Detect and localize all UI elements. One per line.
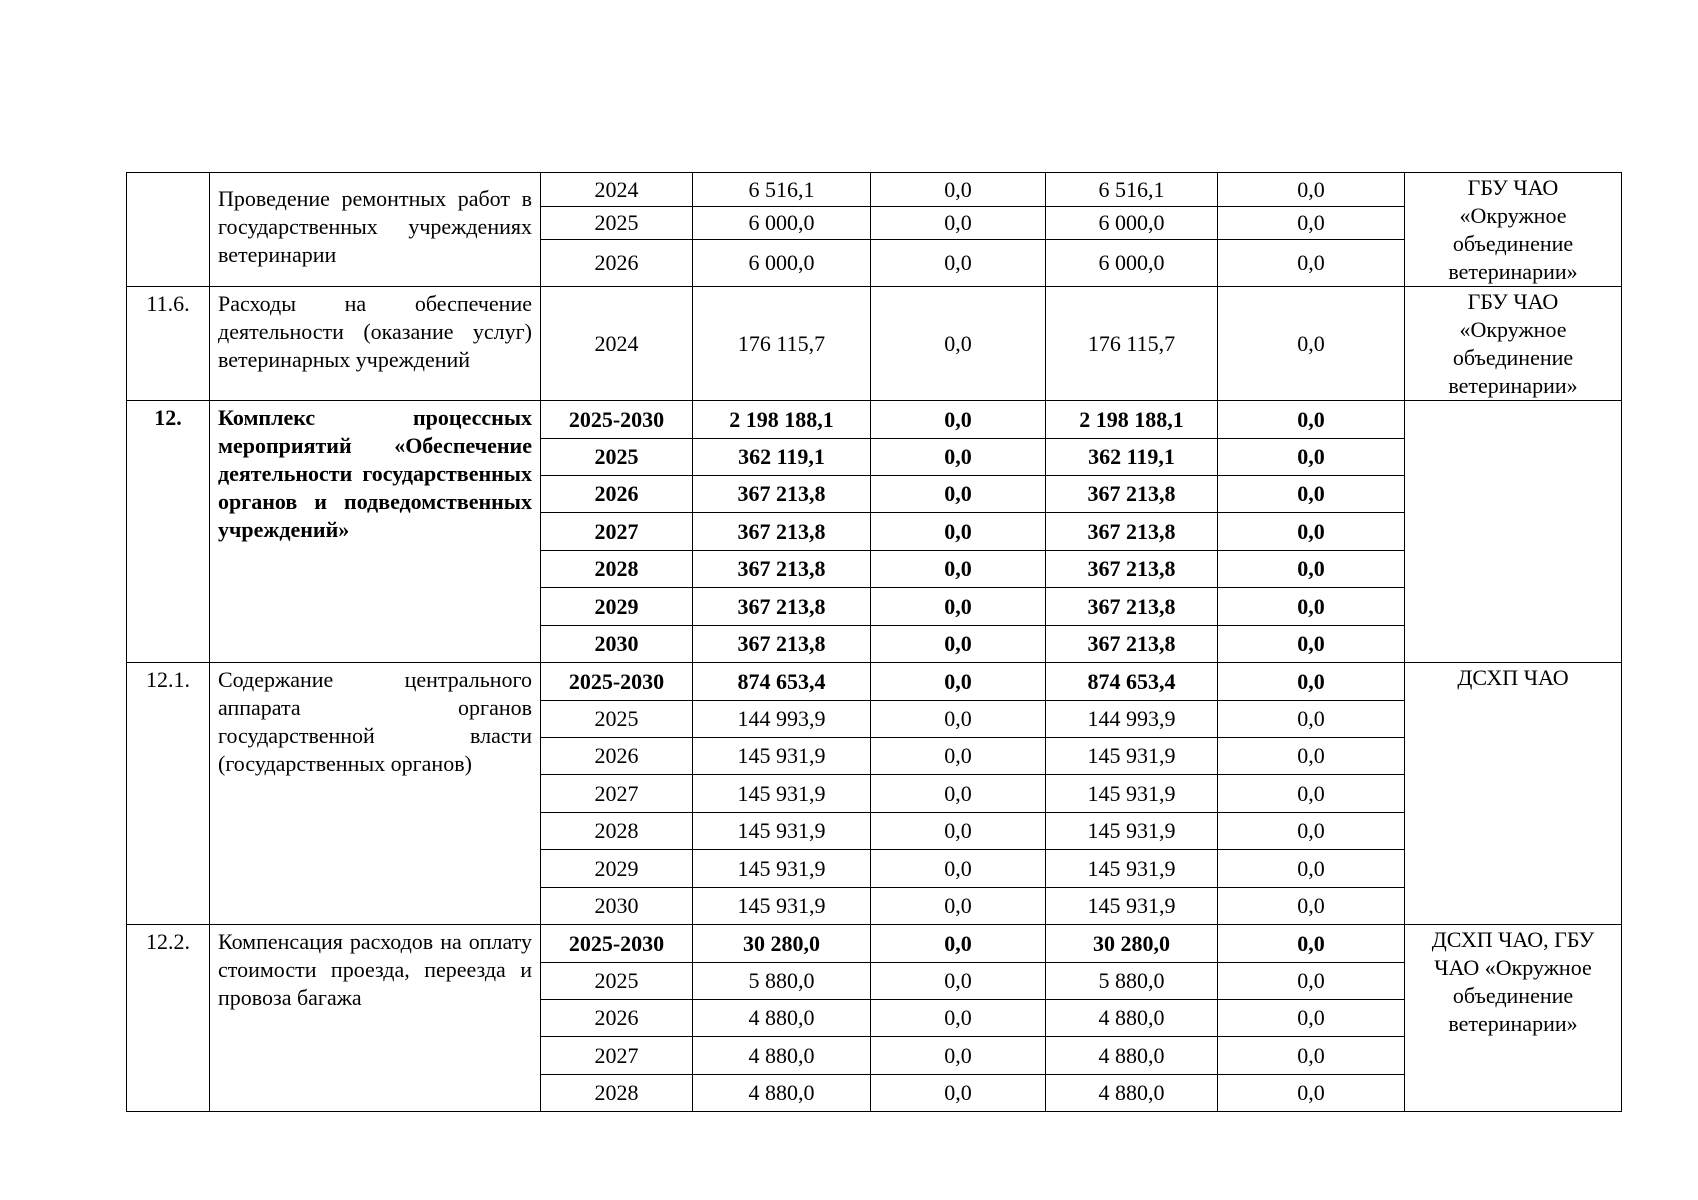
- federal-cell: 0,0: [871, 476, 1046, 513]
- year-cell: 2028: [541, 551, 693, 588]
- regional-cell: 145 931,9: [1046, 813, 1218, 850]
- year-cell: 2028: [541, 1075, 693, 1112]
- other-cell: 0,0: [1218, 925, 1405, 963]
- year-cell: 2025-2030: [541, 663, 693, 701]
- year-cell: 2030: [541, 626, 693, 663]
- federal-cell: 0,0: [871, 1037, 1046, 1075]
- total-cell: 5 880,0: [693, 963, 871, 1000]
- responsible-executor: ГБУ ЧАО «Окружное объединение ветеринарии»: [1405, 173, 1622, 287]
- year-cell: 2025: [541, 439, 693, 476]
- year-cell: 2024: [541, 287, 693, 401]
- regional-cell: 367 213,8: [1046, 476, 1218, 513]
- total-cell: 144 993,9: [693, 701, 871, 738]
- other-cell: 0,0: [1218, 1037, 1405, 1075]
- year-cell: 2029: [541, 588, 693, 626]
- total-cell: 367 213,8: [693, 551, 871, 588]
- regional-cell: 4 880,0: [1046, 1000, 1218, 1037]
- regional-cell: 6 000,0: [1046, 239, 1218, 286]
- other-cell: 0,0: [1218, 239, 1405, 286]
- item-number: [127, 173, 210, 287]
- regional-cell: 2 198 188,1: [1046, 401, 1218, 439]
- regional-cell: 5 880,0: [1046, 963, 1218, 1000]
- federal-cell: 0,0: [871, 701, 1046, 738]
- year-cell: 2025: [541, 207, 693, 239]
- total-cell: 4 880,0: [693, 1075, 871, 1112]
- item-number: 11.6.: [127, 287, 210, 401]
- other-cell: 0,0: [1218, 207, 1405, 239]
- regional-cell: 367 213,8: [1046, 588, 1218, 626]
- regional-cell: 176 115,7: [1046, 287, 1218, 401]
- other-cell: 0,0: [1218, 701, 1405, 738]
- federal-cell: 0,0: [871, 663, 1046, 701]
- responsible-executor: [1405, 401, 1622, 663]
- total-cell: 367 213,8: [693, 513, 871, 551]
- item-number: 12.: [127, 401, 210, 663]
- table-row: [127, 663, 1622, 701]
- total-cell: 6 000,0: [693, 239, 871, 286]
- year-cell: 2025-2030: [541, 401, 693, 439]
- other-cell: 0,0: [1218, 1000, 1405, 1037]
- other-cell: 0,0: [1218, 476, 1405, 513]
- item-number: 12.1.: [127, 663, 210, 925]
- federal-cell: 0,0: [871, 287, 1046, 401]
- regional-cell: 6 516,1: [1046, 173, 1218, 207]
- responsible-executor: ГБУ ЧАО «Окружное объединение ветеринарии»: [1405, 287, 1622, 401]
- total-cell: 145 931,9: [693, 738, 871, 775]
- item-number: 12.2.: [127, 925, 210, 1112]
- federal-cell: 0,0: [871, 239, 1046, 286]
- regional-cell: 4 880,0: [1046, 1075, 1218, 1112]
- regional-cell: 367 213,8: [1046, 513, 1218, 551]
- regional-cell: 6 000,0: [1046, 207, 1218, 239]
- regional-cell: 145 931,9: [1046, 850, 1218, 888]
- other-cell: 0,0: [1218, 738, 1405, 775]
- regional-cell: 4 880,0: [1046, 1037, 1218, 1075]
- other-cell: 0,0: [1218, 588, 1405, 626]
- total-cell: 145 931,9: [693, 813, 871, 850]
- other-cell: 0,0: [1218, 626, 1405, 663]
- year-cell: 2029: [541, 850, 693, 888]
- item-name: Расходы на обеспечение деятельности (оказание услуг) ветеринарных учреждений: [210, 287, 541, 401]
- total-cell: 6 000,0: [693, 207, 871, 239]
- federal-cell: 0,0: [871, 173, 1046, 207]
- federal-cell: 0,0: [871, 1000, 1046, 1037]
- year-cell: 2025: [541, 701, 693, 738]
- regional-cell: 30 280,0: [1046, 925, 1218, 963]
- other-cell: 0,0: [1218, 439, 1405, 476]
- other-cell: 0,0: [1218, 1075, 1405, 1112]
- other-cell: 0,0: [1218, 888, 1405, 925]
- total-cell: 145 931,9: [693, 775, 871, 813]
- other-cell: 0,0: [1218, 663, 1405, 701]
- other-cell: 0,0: [1218, 551, 1405, 588]
- other-cell: 0,0: [1218, 173, 1405, 207]
- federal-cell: 0,0: [871, 925, 1046, 963]
- regional-cell: 362 119,1: [1046, 439, 1218, 476]
- year-cell: 2030: [541, 888, 693, 925]
- other-cell: 0,0: [1218, 401, 1405, 439]
- item-name: Содержание центрального аппарата органов государственной власти (государственных органов): [210, 663, 541, 925]
- regional-cell: 367 213,8: [1046, 551, 1218, 588]
- year-cell: 2027: [541, 513, 693, 551]
- regional-cell: 145 931,9: [1046, 888, 1218, 925]
- table-row: [127, 925, 1622, 963]
- table-row: [127, 287, 1622, 401]
- year-cell: 2024: [541, 173, 693, 207]
- budget-table: [126, 172, 1622, 1112]
- federal-cell: 0,0: [871, 439, 1046, 476]
- total-cell: 4 880,0: [693, 1037, 871, 1075]
- total-cell: 30 280,0: [693, 925, 871, 963]
- total-cell: 367 213,8: [693, 476, 871, 513]
- regional-cell: 144 993,9: [1046, 701, 1218, 738]
- regional-cell: 145 931,9: [1046, 738, 1218, 775]
- responsible-executor: ДСХП ЧАО, ГБУ ЧАО «Окружное объединение ветеринарии»: [1405, 925, 1622, 1112]
- year-cell: 2025-2030: [541, 925, 693, 963]
- table-row: [127, 401, 1622, 439]
- year-cell: 2028: [541, 813, 693, 850]
- other-cell: 0,0: [1218, 775, 1405, 813]
- total-cell: 145 931,9: [693, 850, 871, 888]
- total-cell: 874 653,4: [693, 663, 871, 701]
- federal-cell: 0,0: [871, 888, 1046, 925]
- total-cell: 362 119,1: [693, 439, 871, 476]
- other-cell: 0,0: [1218, 287, 1405, 401]
- federal-cell: 0,0: [871, 588, 1046, 626]
- total-cell: 367 213,8: [693, 626, 871, 663]
- responsible-executor: ДСХП ЧАО: [1405, 663, 1622, 925]
- federal-cell: 0,0: [871, 513, 1046, 551]
- item-name: Компенсация расходов на оплату стоимости проезда, переезда и провоза багажа: [210, 925, 541, 1112]
- year-cell: 2027: [541, 1037, 693, 1075]
- regional-cell: 145 931,9: [1046, 775, 1218, 813]
- federal-cell: 0,0: [871, 1075, 1046, 1112]
- federal-cell: 0,0: [871, 963, 1046, 1000]
- year-cell: 2027: [541, 775, 693, 813]
- federal-cell: 0,0: [871, 813, 1046, 850]
- year-cell: 2026: [541, 476, 693, 513]
- year-cell: 2026: [541, 738, 693, 775]
- federal-cell: 0,0: [871, 551, 1046, 588]
- federal-cell: 0,0: [871, 738, 1046, 775]
- total-cell: 2 198 188,1: [693, 401, 871, 439]
- other-cell: 0,0: [1218, 813, 1405, 850]
- federal-cell: 0,0: [871, 775, 1046, 813]
- total-cell: 145 931,9: [693, 888, 871, 925]
- table-row: [127, 173, 1622, 207]
- federal-cell: 0,0: [871, 850, 1046, 888]
- other-cell: 0,0: [1218, 963, 1405, 1000]
- year-cell: 2026: [541, 1000, 693, 1037]
- year-cell: 2026: [541, 239, 693, 286]
- regional-cell: 367 213,8: [1046, 626, 1218, 663]
- table-body: [127, 173, 1622, 1112]
- year-cell: 2025: [541, 963, 693, 1000]
- total-cell: 176 115,7: [693, 287, 871, 401]
- regional-cell: 874 653,4: [1046, 663, 1218, 701]
- item-name: Проведение ремонтных работ в государственных учреждениях ветеринарии: [210, 173, 541, 287]
- item-name: Комплекс процессных мероприятий «Обеспечение деятельности государственных органов и подведомственных учреждений»: [210, 401, 541, 663]
- federal-cell: 0,0: [871, 401, 1046, 439]
- total-cell: 367 213,8: [693, 588, 871, 626]
- total-cell: 6 516,1: [693, 173, 871, 207]
- other-cell: 0,0: [1218, 850, 1405, 888]
- total-cell: 4 880,0: [693, 1000, 871, 1037]
- federal-cell: 0,0: [871, 207, 1046, 239]
- other-cell: 0,0: [1218, 513, 1405, 551]
- federal-cell: 0,0: [871, 626, 1046, 663]
